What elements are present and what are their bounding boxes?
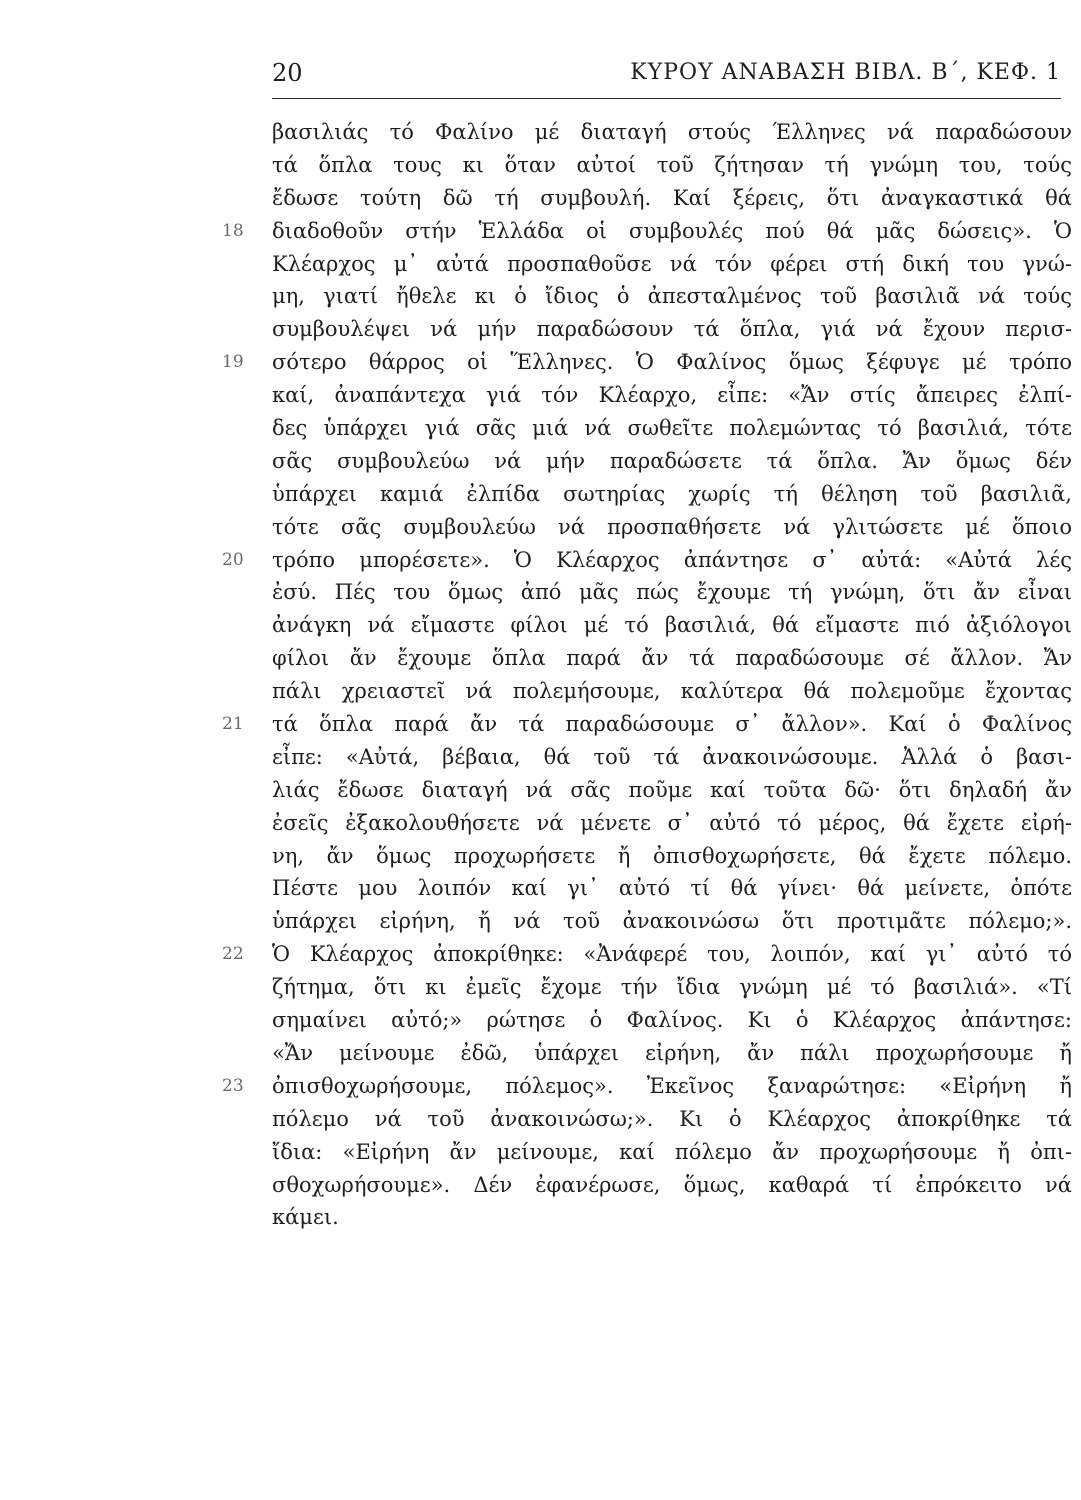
text-line <box>272 1136 1072 1169</box>
text-line <box>222 1070 1072 1103</box>
margin-section-number: 18 <box>222 220 244 241</box>
text-line <box>272 675 1072 708</box>
line-text: καί, ἀναπάντεχα γιά τόν Κλέαρχο, εἶπε: «Ἄν στίς ἄπειρες ἐλπί- <box>272 383 1072 408</box>
line-text: σθοχωρήσουμε». Δέν ἐφανέρωσε, ὅμως, καθαρά τί ἐπρόκειτο νά <box>272 1172 1072 1197</box>
text-line <box>272 248 1072 281</box>
line-text: σᾶς συμβουλεύω νά μήν παραδώσετε τά ὅπλα. Ἄν ὅμως δέν <box>272 448 1072 473</box>
line-text: σημαίνει αὐτό;» ρώτησε ὁ Φαλίνος. Κι ὁ Κλέαρχος ἀπάντησε: <box>272 1008 1072 1033</box>
text-line <box>272 313 1072 346</box>
text-line <box>222 708 1072 741</box>
line-text: ὀπισθοχωρήσουμε, πόλεμος». Ἐκεῖνος ξαναρώτησε: «Εἰρήνη ἤ <box>272 1073 1072 1098</box>
line-text: δες ὑπάρχει γιά σᾶς μιά νά σωθεῖτε πολεμώντας τό βασιλιά, τότε <box>272 416 1072 441</box>
text-line <box>272 840 1072 873</box>
text-line <box>272 1103 1072 1136</box>
running-title: ΚΥΡΟΥ ΑΝΑΒΑΣΗ ΒΙΒΛ. Β΄, ΚΕΦ. 1 <box>630 60 1061 85</box>
text-line <box>272 741 1072 774</box>
text-line <box>272 1201 1072 1234</box>
text-line <box>272 1037 1072 1070</box>
text-line <box>272 149 1072 182</box>
text-line <box>272 511 1072 544</box>
text-line <box>272 872 1072 905</box>
line-text: μη, γιατί ἤθελε κι ὁ ἴδιος ὁ ἀπεσταλμένος τοῦ βασιλιᾶ νά τούς <box>272 284 1072 309</box>
body-text <box>222 116 1072 1234</box>
line-text: συμβουλέψει νά μήν παραδώσουν τά ὅπλα, γιά νά ἔχουν περισ- <box>272 317 1072 342</box>
line-text: «Ἄν μείνουμε ἐδῶ, ὑπάρχει εἰρήνη, ἄν πάλι προχωρήσουμε ἤ <box>272 1040 1072 1065</box>
line-text: ζήτημα, ὅτι κι ἐμεῖς ἔχομε τήν ἴδια γνώμη μέ τό βασιλιά». «Τί <box>272 975 1072 1000</box>
line-text: λιάς ἔδωσε διαταγή νά σᾶς ποῦμε καί τοῦτα δῶ· ὅτι δηλαδή ἄν <box>272 777 1072 802</box>
page-header <box>272 58 1061 98</box>
line-text: διαδοθοῦν στήν Ἑλλάδα οἱ συμβουλές πού θά μᾶς δώσεις». Ὁ <box>272 218 1072 243</box>
line-text: κάμει. <box>272 1205 339 1230</box>
text-line <box>272 774 1072 807</box>
line-text: σότερο θάρρος οἱ Ἕλληνες. Ὁ Φαλίνος ὅμως ξέφυγε μέ τρόπο <box>272 350 1072 375</box>
page-number: 20 <box>272 59 303 87</box>
line-text: φίλοι ἄν ἔχουμε ὅπλα παρά ἄν τά παραδώσουμε σέ ἄλλον. Ἄν <box>272 646 1072 671</box>
text-line <box>222 215 1072 248</box>
text-line <box>272 905 1072 938</box>
text-line <box>272 1169 1072 1202</box>
margin-section-number: 20 <box>222 549 244 570</box>
text-line <box>272 609 1072 642</box>
margin-section-number: 23 <box>222 1075 244 1096</box>
line-text: τότε σᾶς συμβουλεύω νά προσπαθήσετε νά γλιτώσετε μέ ὅποιο <box>272 514 1072 539</box>
line-text: τά ὅπλα τους κι ὅταν αὐτοί τοῦ ζήτησαν τή γνώμη του, τούς <box>272 152 1072 177</box>
line-text: τρόπο μπορέσετε». Ὁ Κλέαρχος ἀπάντησε σ᾿ αὐτά: «Αὐτά λές <box>272 547 1072 572</box>
line-text: ἐσύ. Πές του ὅμως ἀπό μᾶς πώς ἔχουμε τή γνώμη, ὅτι ἄν εἶναι <box>272 580 1072 605</box>
text-line <box>272 576 1072 609</box>
text-line <box>272 807 1072 840</box>
line-text: Πέστε μου λοιπόν καί γι᾿ αὐτό τί θά γίνει· θά μείνετε, ὁπότε <box>272 876 1072 901</box>
margin-section-number: 19 <box>222 352 244 373</box>
line-text: ὑπάρχει εἰρήνη, ἤ νά τοῦ ἀνακοινώσω ὅτι προτιμᾶτε πόλεμο;». <box>272 909 1072 934</box>
text-line <box>272 478 1072 511</box>
text-line <box>222 544 1072 577</box>
text-line <box>272 280 1072 313</box>
text-line <box>272 379 1072 412</box>
line-text: νη, ἄν ὅμως προχωρήσετε ἤ ὀπισθοχωρήσετε, θά ἔχετε πόλεμο. <box>272 843 1072 868</box>
line-text: ἐσεῖς ἐξακολουθήσετε νά μένετε σ᾿ αὐτό τό μέρος, θά ἔχετε εἰρή- <box>272 810 1072 835</box>
line-text: ὑπάρχει καμιά ἐλπίδα σωτηρίας χωρίς τή θέληση τοῦ βασιλιᾶ, <box>272 481 1072 506</box>
margin-section-number: 21 <box>222 714 244 735</box>
line-text: βασιλιάς τό Φαλίνο μέ διαταγή στούς Έλληνες νά παραδώσουν <box>272 120 1072 144</box>
line-text: εἶπε: «Αὐτά, βέβαια, θά τοῦ τά ἀνακοινώσουμε. Ἀλλά ὁ βασι- <box>272 744 1072 769</box>
header-rule <box>272 98 1061 99</box>
line-text: ἀνάγκη νά εἴμαστε φίλοι μέ τό βασιλιά, θά εἴμαστε πιό ἀξιόλογοι <box>272 613 1072 638</box>
text-line <box>272 182 1072 215</box>
text-line <box>272 412 1072 445</box>
line-text: ἴδια: «Εἰρήνη ἄν μείνουμε, καί πόλεμο ἄν προχωρήσουμε ἤ ὀπι- <box>272 1139 1072 1164</box>
line-text: πάλι χρειαστεῖ νά πολεμήσουμε, καλύτερα θά πολεμοῦμε ἔχοντας <box>272 679 1072 704</box>
line-text: πόλεμο νά τοῦ ἀνακοινώσω;». Κι ὁ Κλέαρχος ἀποκρίθηκε τά <box>272 1106 1072 1131</box>
text-line <box>272 971 1072 1004</box>
line-text: Ὁ Κλέαρχος ἀποκρίθηκε: «Ἀνάφερέ του, λοιπόν, καί γι᾿ αὐτό τό <box>272 942 1072 967</box>
text-line <box>272 1004 1072 1037</box>
margin-section-number: 22 <box>222 944 244 965</box>
text-line <box>222 938 1072 971</box>
line-text: ἔδωσε τούτη δῶ τή συμβουλή. Καί ξέρεις, ὅτι ἀναγκαστικά θά <box>272 185 1072 210</box>
line-text: Κλέαρχος μ᾿ αὐτά προσπαθοῦσε νά τόν φέρει στή δική του γνώ- <box>272 251 1072 276</box>
text-line <box>272 116 1072 149</box>
line-text: τά ὅπλα παρά ἄν τά παραδώσουμε σ᾿ ἄλλον». Καί ὁ Φαλίνος <box>272 712 1072 737</box>
text-line <box>222 346 1072 379</box>
text-line <box>272 445 1072 478</box>
text-line <box>272 642 1072 675</box>
